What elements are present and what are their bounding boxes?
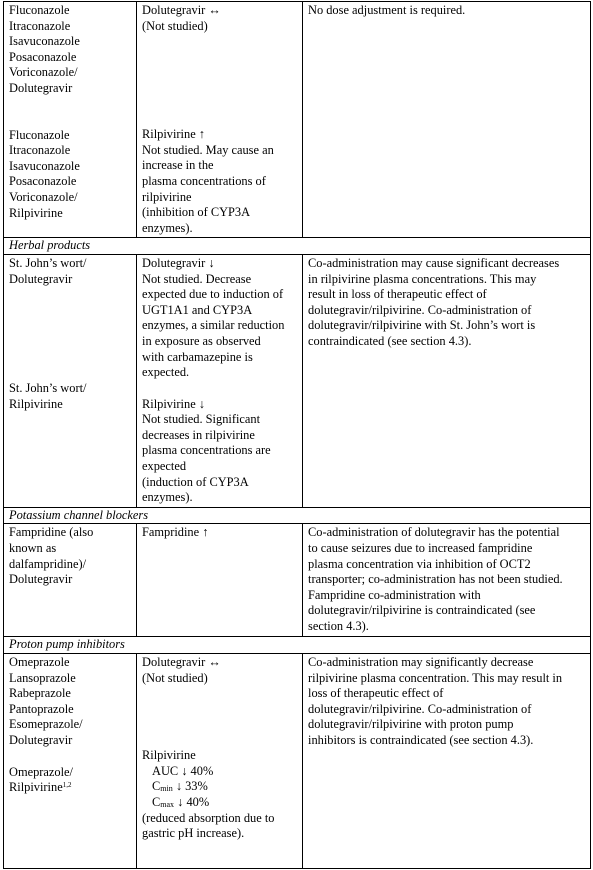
recommendation-cell: [303, 254, 591, 507]
medicinal-product-cell: [4, 254, 137, 507]
drug-name: Rabeprazole: [9, 686, 71, 701]
drug-name: Voriconazole/: [9, 189, 78, 204]
effect-text: Dolutegravir ↔: [142, 655, 221, 670]
effect-text: in exposure as observed: [142, 333, 261, 348]
drug-name: Omeprazole/: [9, 764, 73, 779]
effect-text: decreases in rilpivirine: [142, 427, 255, 442]
recommendation-text: transporter; co-administration has not been studied.: [308, 572, 563, 587]
effect-cell: [137, 654, 303, 869]
auc-value: AUC ↓ 40%: [152, 763, 214, 778]
recommendation-text: Co-administration of dolutegravir has the potential: [308, 525, 560, 540]
cmax-subscript: max: [160, 800, 175, 809]
effect-text: Fampridine ↑: [142, 525, 209, 540]
recommendation-text: to cause seizures due to increased fampridine: [308, 541, 533, 556]
recommendation-text: contraindicated (see section 4.3).: [308, 333, 472, 348]
effect-text: (Not studied): [142, 670, 208, 685]
effect-cell: [137, 2, 303, 238]
recommendation-text: dolutegravir/rilpivirine. Co-administration of: [308, 701, 532, 716]
cmin-symbol: C: [152, 779, 161, 794]
drug-name: Fluconazole: [9, 127, 70, 142]
drug-name: Voriconazole/: [9, 65, 78, 80]
footnote-ref: 1,2: [62, 781, 72, 790]
recommendation-text: rilpivirine plasma concentration. This may result in: [308, 670, 563, 685]
drug-name: Rilpivirine: [9, 396, 63, 411]
recommendation-text: Co-administration may significantly decrease: [308, 655, 534, 670]
category-row: [4, 507, 591, 524]
recommendation-cell: [303, 524, 591, 637]
recommendation-text: dolutegravir/rilpivirine is contraindicated (see: [308, 603, 536, 618]
drug-name: known as: [9, 541, 57, 556]
effect-text: with carbamazepine is: [142, 349, 253, 364]
drug-name: Esomeprazole/: [9, 717, 83, 732]
cmin-change: ↓ 33%: [172, 779, 208, 794]
recommendation-text: dolutegravir/rilpivirine with St. John’s wort is: [308, 318, 536, 333]
drug-name: Dolutegravir: [9, 733, 73, 747]
category-row: [4, 637, 591, 654]
recommendation-text: section 4.3).: [308, 619, 369, 633]
recommendation-text: loss of therapeutic effect of: [308, 686, 444, 701]
effect-text: plasma concentrations of: [142, 173, 266, 188]
effect-text: rilpivirine: [142, 189, 192, 204]
category-label: Proton pump inhibitors: [4, 637, 591, 654]
drug-interaction-table: [3, 1, 591, 869]
drug-name: Isavuconazole: [9, 34, 80, 49]
effect-text: Not studied. Significant: [142, 412, 261, 427]
recommendation-text: inhibitors is contraindicated (see section 4.3).: [308, 733, 534, 747]
effect-text: enzymes).: [142, 490, 193, 505]
drug-name: Fluconazole: [9, 3, 70, 17]
recommendation-cell: [303, 654, 591, 869]
drug-name: Dolutegravir: [9, 572, 73, 587]
medicinal-product-cell: [4, 654, 137, 869]
effect-text: expected: [142, 459, 187, 474]
recommendation-text: Co-administration may cause significant decreases: [308, 255, 560, 270]
drug-name: St. John’s wort/: [9, 381, 87, 396]
drug-name: Pantoprazole: [9, 701, 74, 716]
effect-text: expected.: [142, 365, 190, 380]
effect-text: Dolutegravir ↓: [142, 255, 215, 270]
table-row: [4, 2, 591, 238]
category-row: [4, 238, 591, 255]
drug-name: Rilpivirine: [9, 205, 63, 220]
effect-text: enzymes).: [142, 220, 193, 235]
effect-cell: [137, 254, 303, 507]
effect-text: (Not studied): [142, 18, 208, 33]
drug-name: [9, 780, 132, 796]
table-row: [4, 524, 591, 637]
recommendation-text: No dose adjustment is required.: [308, 3, 466, 17]
drug-name: dalfampridine)/: [9, 556, 87, 571]
effect-text: expected due to induction of: [142, 287, 284, 302]
drug-name: Dolutegravir: [9, 271, 73, 286]
effect-text: Rilpivirine ↓: [142, 396, 205, 411]
cmax-value: [142, 795, 298, 811]
category-label: Herbal products: [4, 238, 591, 255]
recommendation-text: plasma concentration via inhibition of OCT2: [308, 556, 531, 571]
medicinal-product-cell: [4, 524, 137, 637]
table-row: [4, 654, 591, 869]
effect-text: increase in the: [142, 158, 214, 173]
effect-cell: [137, 524, 303, 637]
table-row: [4, 254, 591, 507]
drug-name: Isavuconazole: [9, 158, 80, 173]
effect-text: enzymes, a similar reduction: [142, 318, 285, 333]
effect-text: Rilpivirine ↑: [142, 127, 205, 142]
drug-name: Fampridine (also: [9, 525, 94, 540]
recommendation-cell: [303, 2, 591, 238]
recommendation-text: dolutegravir/rilpivirine with proton pump: [308, 717, 514, 732]
effect-text: Dolutegravir ↔: [142, 3, 221, 17]
effect-text: (inhibition of CYP3A: [142, 205, 251, 220]
drug-name: Dolutegravir: [9, 80, 73, 95]
effect-text: Not studied. May cause an: [142, 142, 274, 157]
recommendation-text: in rilpivirine plasma concentrations. This may: [308, 271, 537, 286]
effect-text: plasma concentrations are: [142, 443, 271, 458]
drug-name: St. John’s wort/: [9, 255, 87, 270]
drug-name: Posaconazole: [9, 49, 77, 64]
cmax-symbol: C: [152, 795, 161, 809]
recommendation-text: dolutegravir/rilpivirine. Co-administration of: [308, 302, 532, 317]
drug-name: Posaconazole: [9, 174, 77, 189]
recommendation-text: Fampridine co-administration with: [308, 587, 481, 602]
cmin-value: [142, 779, 298, 795]
drug-name: Lansoprazole: [9, 670, 76, 685]
effect-text: Rilpivirine: [142, 748, 196, 763]
effect-text: Not studied. Decrease: [142, 271, 252, 286]
drug-name: Itraconazole: [9, 18, 71, 33]
effect-text: gastric pH increase).: [142, 826, 245, 841]
category-label: Potassium channel blockers: [4, 507, 591, 524]
recommendation-text: result in loss of therapeutic effect of: [308, 287, 487, 302]
cmax-change: ↓ 40%: [174, 795, 210, 809]
effect-text: (reduced absorption due to: [142, 810, 275, 825]
cmin-subscript: min: [160, 784, 173, 794]
medicinal-product-cell: [4, 2, 137, 238]
drug-name: Omeprazole: [9, 655, 70, 670]
effect-text: UGT1A1 and CYP3A: [142, 302, 253, 317]
drug-name-text: Rilpivirine: [9, 780, 63, 795]
drug-name: Itraconazole: [9, 143, 71, 158]
effect-text: (induction of CYP3A: [142, 474, 249, 489]
